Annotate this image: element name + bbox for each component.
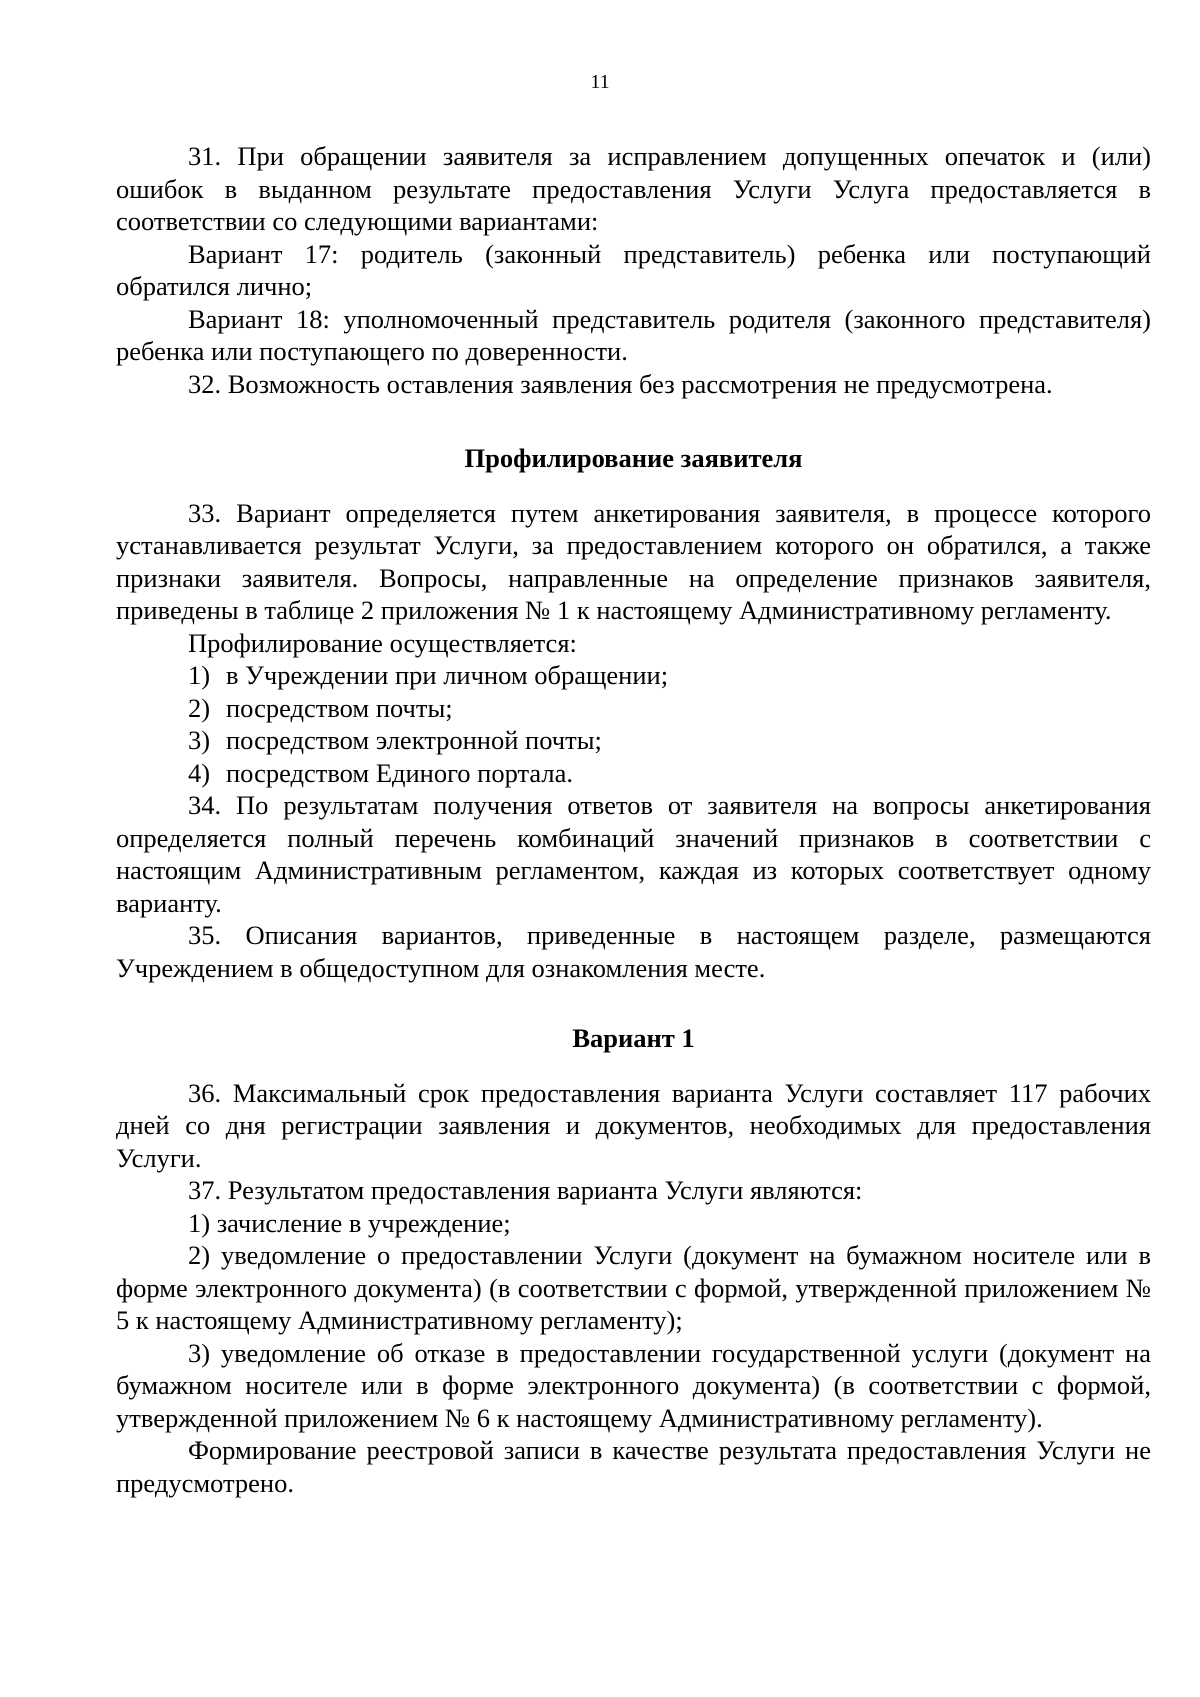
registry-note: Формирование реестровой записи в качестве результата предоставления Услуги не предусмотрено. [116,1435,1151,1498]
list-item-number: 1) [188,660,211,690]
paragraph-32: 32. Возможность оставления заявления без рассмотрения не предусмотрена. [188,368,1053,399]
section-heading-profiling: Профилирование заявителя [464,443,803,473]
list-item [116,757,1151,790]
profiling-intro: Профилирование осуществляется: [188,627,577,658]
variant-18: Вариант 18: уполномоченный представитель родителя (законного представителя) ребенка или поступающего по доверенности. [116,303,1151,366]
list-item-text: посредством почты; [226,692,453,723]
paragraph-37: 37. Результатом предоставления варианта Услуги являются: [188,1175,863,1205]
paragraph-36: 36. Максимальный срок предоставления варианта Услуги составляет 117 рабочих дней со дня регистрации заявления и документов, необходимых для предоставления Услуги. [116,1077,1151,1173]
list-item-number: 4) [188,757,211,788]
result-1: 1) зачисление в учреждение; [188,1207,511,1238]
variant-17: Вариант 17: родитель (законный представитель) ребенка или поступающий обратился лично; [116,238,1151,301]
list-item-text: посредством Единого портала. [226,757,574,788]
paragraph-34: 34. По результатам получения ответов от заявителя на вопросы анкетирования определяется полный перечень комбинаций значений признаков в соответствии с настоящим Административным регламентом, каждая из которых соответствует одному варианту. [116,790,1151,918]
page-number: 11 [590,71,610,93]
result-3: 3) уведомление об отказе в предоставлении государственной услуги (документ на бумажном носителе или в форме электронного документа) (в соответствии с формой, утвержденной приложением № 6 к настоящему Административному регламенту). [116,1337,1151,1433]
result-2: 2) уведомление о предоставлении Услуги (документ на бумажном носителе или в форме электронного документа) (в соответствии с формой, утвержденной приложением № 5 к настоящему Административному регламенту); [116,1240,1151,1335]
list-item [116,724,1151,757]
list-item-text: в Учреждении при личном обращении; [226,660,669,690]
paragraph-35: 35. Описания вариантов, приведенные в настоящем разделе, размещаются Учреждением в общедоступном для ознакомления месте. [116,920,1151,983]
paragraph-33: 33. Вариант определяется путем анкетирования заявителя, в процессе которого устанавливается результат Услуги, за предоставлением которого он обратился, а также признаки заявителя. Вопросы, направленные на определение признаков заявителя, приведены в таблице 2 приложения № 1 к настоящему Административному регламенту. [116,497,1151,625]
list-item [116,659,1151,692]
list-item-number: 3) [188,725,211,755]
section-heading-variant-1: Вариант 1 [572,1023,695,1053]
list-item [116,692,1151,725]
profiling-list [116,659,1151,789]
list-item-text: посредством электронной почты; [226,725,602,755]
list-item-number: 2) [188,692,211,723]
document-body [116,140,1151,1499]
paragraph-31: 31. При обращении заявителя за исправлением допущенных опечаток и (или) ошибок в выданном результате предоставления Услуги Услуга предоставляется в соответствии со следующими вариантами: [116,141,1151,236]
